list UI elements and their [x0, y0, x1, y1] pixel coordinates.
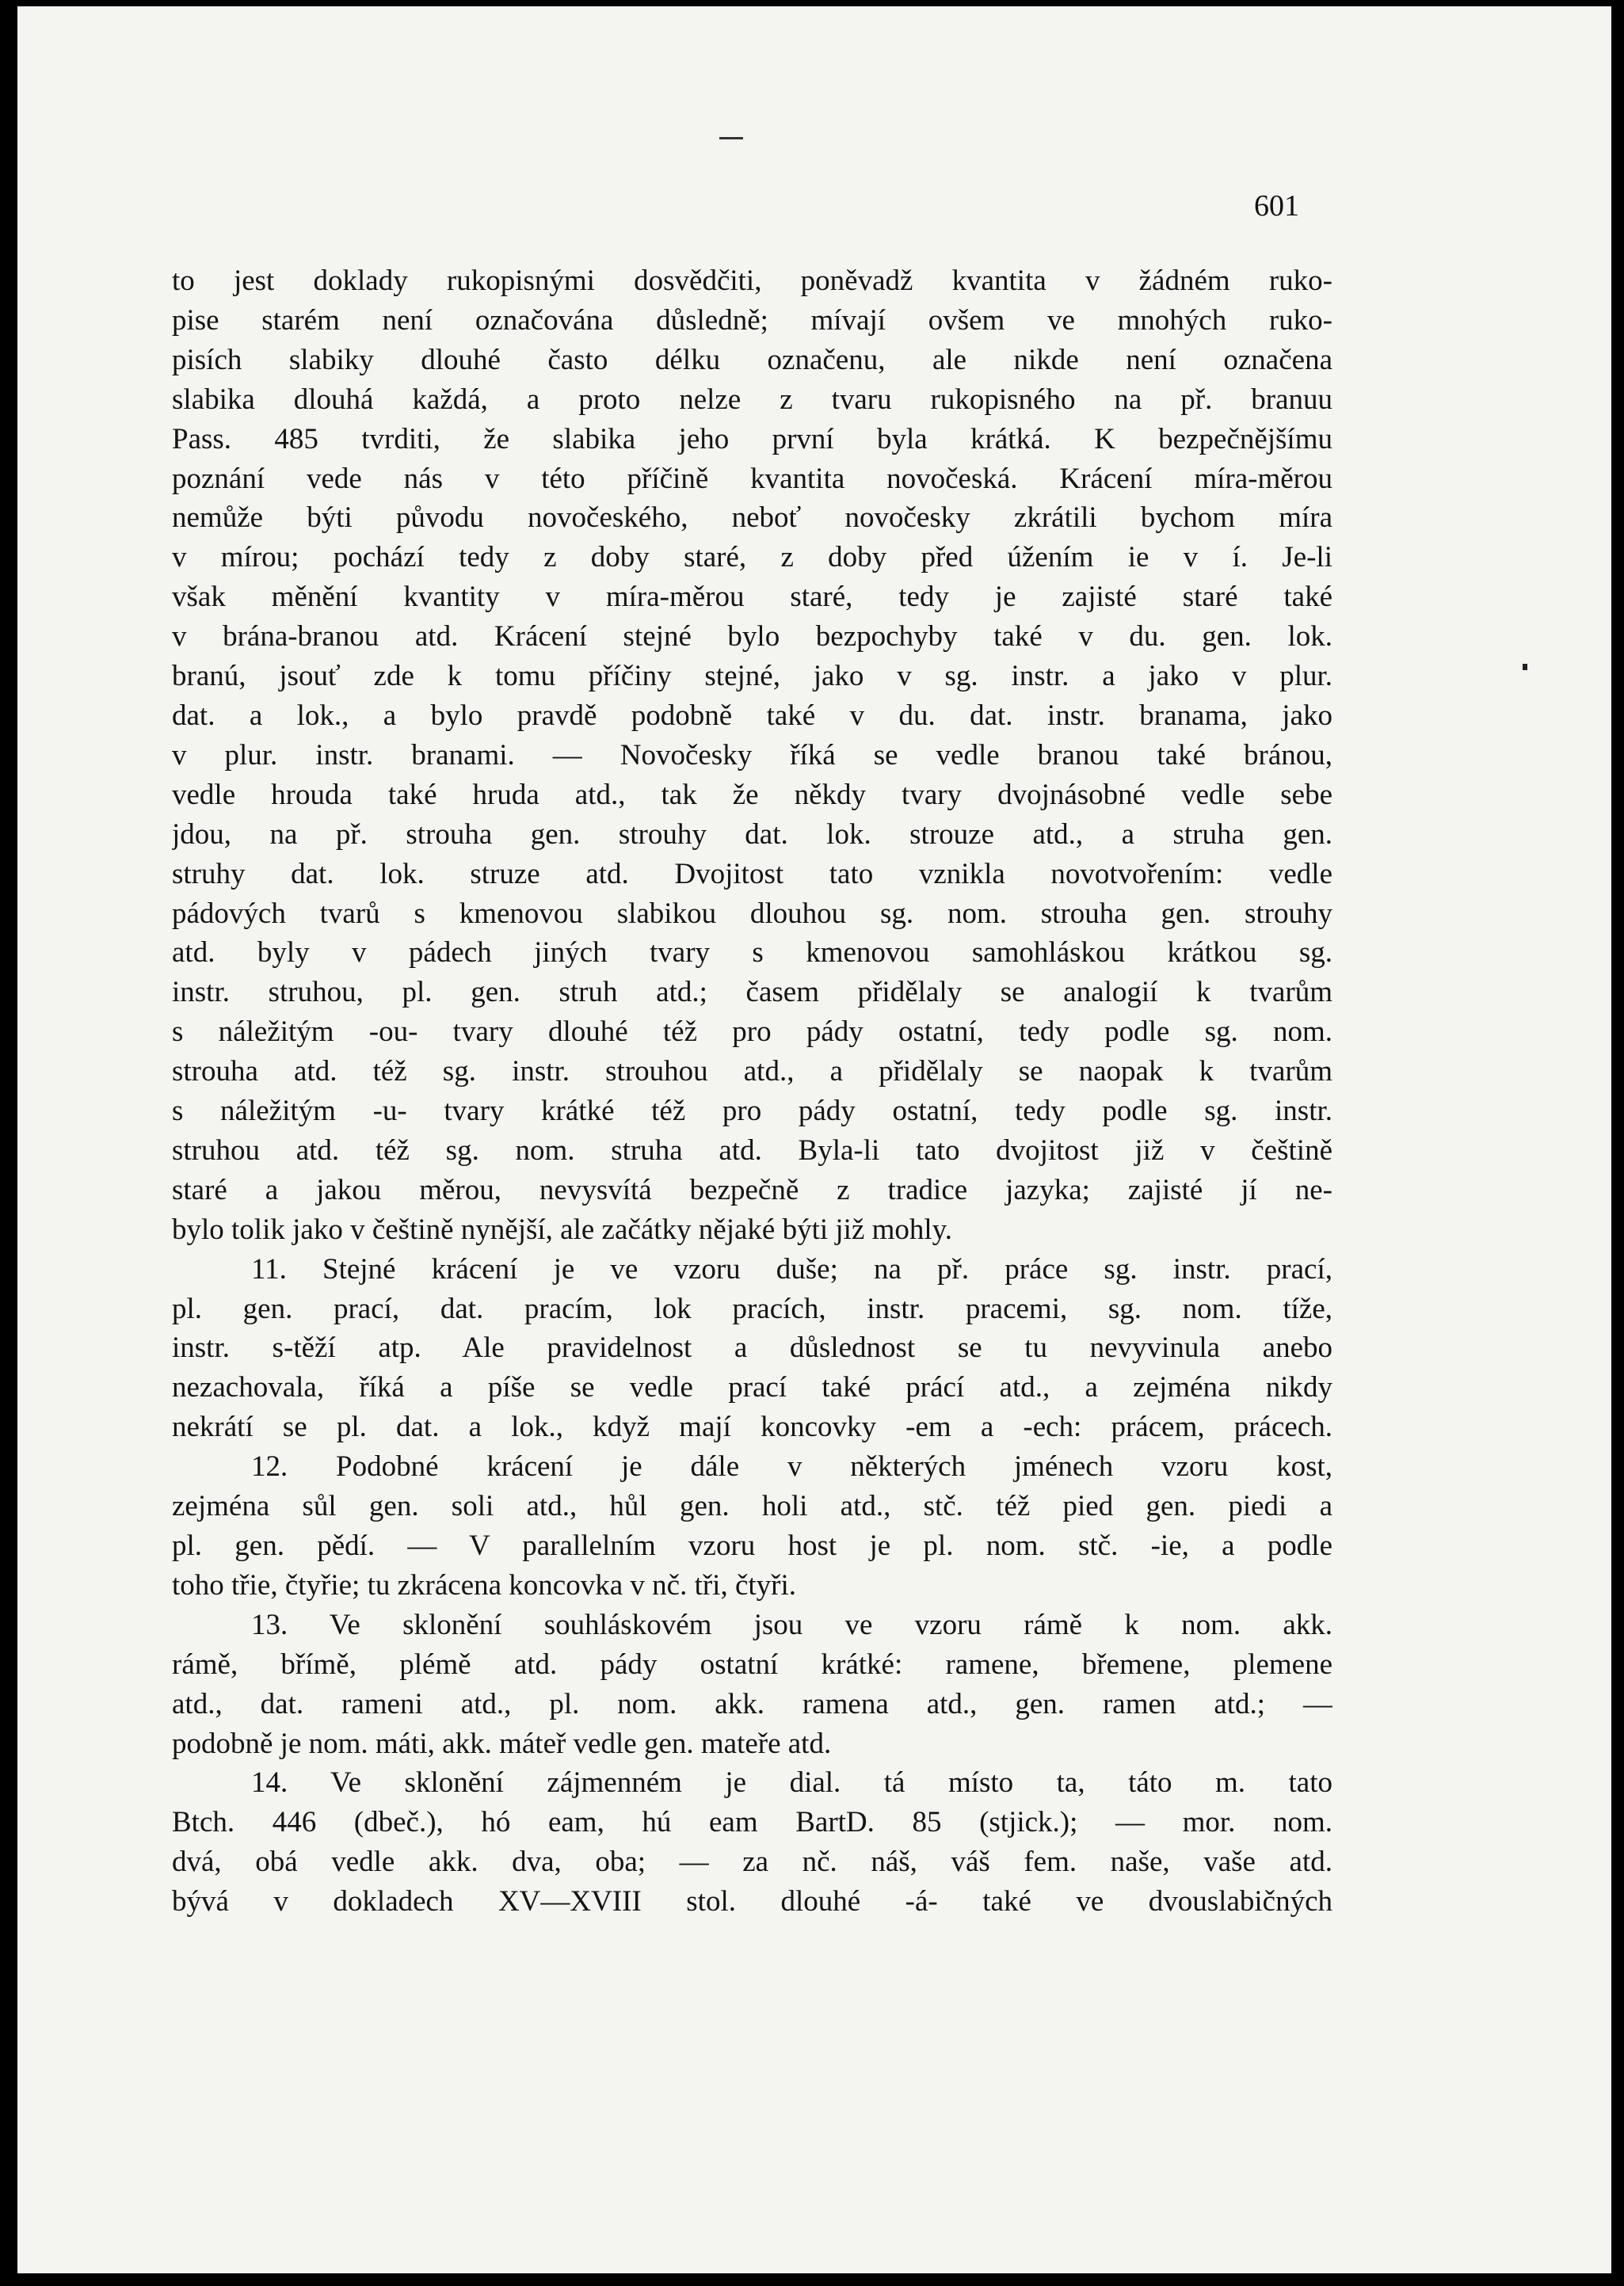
text-line: Btch. 446 (dbeč.), hó eam, hú eam BartD. 85 (stjick.); — mor. nom. [172, 1806, 1332, 1839]
header-dash [719, 137, 743, 139]
text-line: bývá v dokladech XV—XVIII stol. dlouhé -á- také ve dvouslabičných [172, 1885, 1332, 1918]
text-line: rámě, břímě, plémě atd. pády ostatní krátké: ramene, břemene, plemene [172, 1648, 1332, 1681]
text-line: branú, jsouť zde k tomu příčiny stejné, jako v sg. instr. a jako v plur. [172, 660, 1332, 693]
text-line: pise starém není označována důsledně; mívají ovšem ve mnohých ruko- [172, 303, 1332, 337]
text-line: dat. a lok., a bylo pravdě podobně také v du. dat. instr. branama, jako [172, 699, 1332, 732]
page-number: 601 [1254, 189, 1299, 223]
text-line: toho třie, čtyřie; tu zkrácena koncovka v nč. tři, čtyři. [172, 1568, 797, 1602]
margin-mark [1523, 664, 1527, 670]
text-line: bylo tolik jako v češtině nynější, ale začátky nějaké býti již mohly. [172, 1213, 953, 1246]
text-line: vedle hrouda také hruda atd., tak že někdy tvary dvojnásobné vedle sebe [172, 778, 1332, 811]
text-line: dvá, obá vedle akk. dva, oba; — za nč. náš, váš fem. naše, vaše atd. [172, 1846, 1332, 1879]
text-line: 11. Stejné krácení je ve vzoru duše; na př. práce sg. instr. prací, [251, 1252, 1332, 1286]
text-line: však měnění kvantity v míra-měrou staré, tedy je zajisté staré také [172, 581, 1332, 614]
text-line: to jest doklady rukopisnými dosvědčiti, poněvadž kvantita v žádném ruko- [172, 265, 1332, 297]
text-line: nekrátí se pl. dat. a lok., když mají koncovky -em a -ech: prácem, prácech. [172, 1411, 1332, 1444]
text-line: strouha atd. též sg. instr. strouhou atd., a přidělaly se naopak k tvarům [172, 1055, 1332, 1088]
text-line: s náležitým -u- tvary krátké též pro pády ostatní, tedy podle sg. instr. [172, 1095, 1332, 1128]
text-line: instr. s-těží atp. Ale pravidelnost a důslednost se tu nevyvinula anebo [172, 1332, 1332, 1365]
text-line: instr. struhou, pl. gen. struh atd.; časem přidělaly se analogií k tvarům [172, 976, 1332, 1009]
text-line: pisích slabiky dlouhé často délku označenu, ale nikde není označena [172, 343, 1332, 376]
body-text [172, 261, 1332, 1922]
text-line: zejména sůl gen. soli atd., hůl gen. holi atd., stč. též pied gen. piedi a [172, 1490, 1332, 1523]
text-line: atd., dat. rameni atd., pl. nom. akk. ramena atd., gen. ramen atd.; — [172, 1687, 1332, 1720]
text-line: pl. gen. pědí. — V parallelním vzoru host je pl. nom. stč. -ie, a podle [172, 1530, 1332, 1562]
text-line: jdou, na př. strouha gen. strouhy dat. lok. strouze atd., a struha gen. [172, 817, 1332, 851]
text-line: atd. byly v pádech jiných tvary s kmenovou samohláskou krátkou sg. [172, 936, 1332, 970]
text-line: poznání vede nás v této příčině kvantita novočeská. Krácení míra-měrou [172, 462, 1332, 495]
text-line: nezachovala, říká a píše se vedle prací také prácí atd., a zejména nikdy [172, 1371, 1332, 1404]
text-line: Pass. 485 tvrditi, že slabika jeho první byla krátká. K bezpečnějšímu [172, 422, 1332, 455]
text-line: struhou atd. též sg. nom. struha atd. Byla-li tato dvojitost již v češtině [172, 1133, 1332, 1167]
text-line: 13. Ve sklonění souhláskovém jsou ve vzoru rámě k nom. akk. [251, 1608, 1332, 1641]
text-line: v brána-branou atd. Krácení stejné bylo bezpochyby také v du. gen. lok. [172, 620, 1332, 653]
text-line: v plur. instr. branami. — Novočesky říká se vedle branou také bránou, [172, 738, 1332, 772]
text-line: 12. Podobné krácení je dále v některých jménech vzoru kost, [251, 1450, 1332, 1484]
text-line: s náležitým -ou- tvary dlouhé též pro pády ostatní, tedy podle sg. nom. [172, 1015, 1332, 1049]
text-line: staré a jakou měrou, nevysvítá bezpečně z tradice jazyka; zajisté jí ne- [172, 1173, 1332, 1206]
text-line: v mírou; pochází tedy z doby staré, z doby před úžením ie v í. Je-li [172, 541, 1332, 574]
text-line: slabika dlouhá každá, a proto nelze z tvaru rukopisného na př. branuu [172, 383, 1332, 416]
text-line: nemůže býti původu novočeského, neboť novočesky zkrátili bychom míra [172, 501, 1332, 535]
text-line: pádových tvarů s kmenovou slabikou dlouhou sg. nom. strouha gen. strouhy [172, 897, 1332, 930]
text-line: podobně je nom. máti, akk. máteř vedle gen. mateře atd. [172, 1727, 832, 1760]
text-line: 14. Ve sklonění zájmenném je dial. tá místo ta, táto m. tato [251, 1766, 1332, 1800]
book-page [17, 6, 1611, 2273]
text-line: struhy dat. lok. struze atd. Dvojitost tato vznikla novotvořením: vedle [172, 857, 1332, 890]
text-line: pl. gen. prací, dat. pracím, lok pracích, instr. pracemi, sg. nom. tíže, [172, 1292, 1332, 1325]
